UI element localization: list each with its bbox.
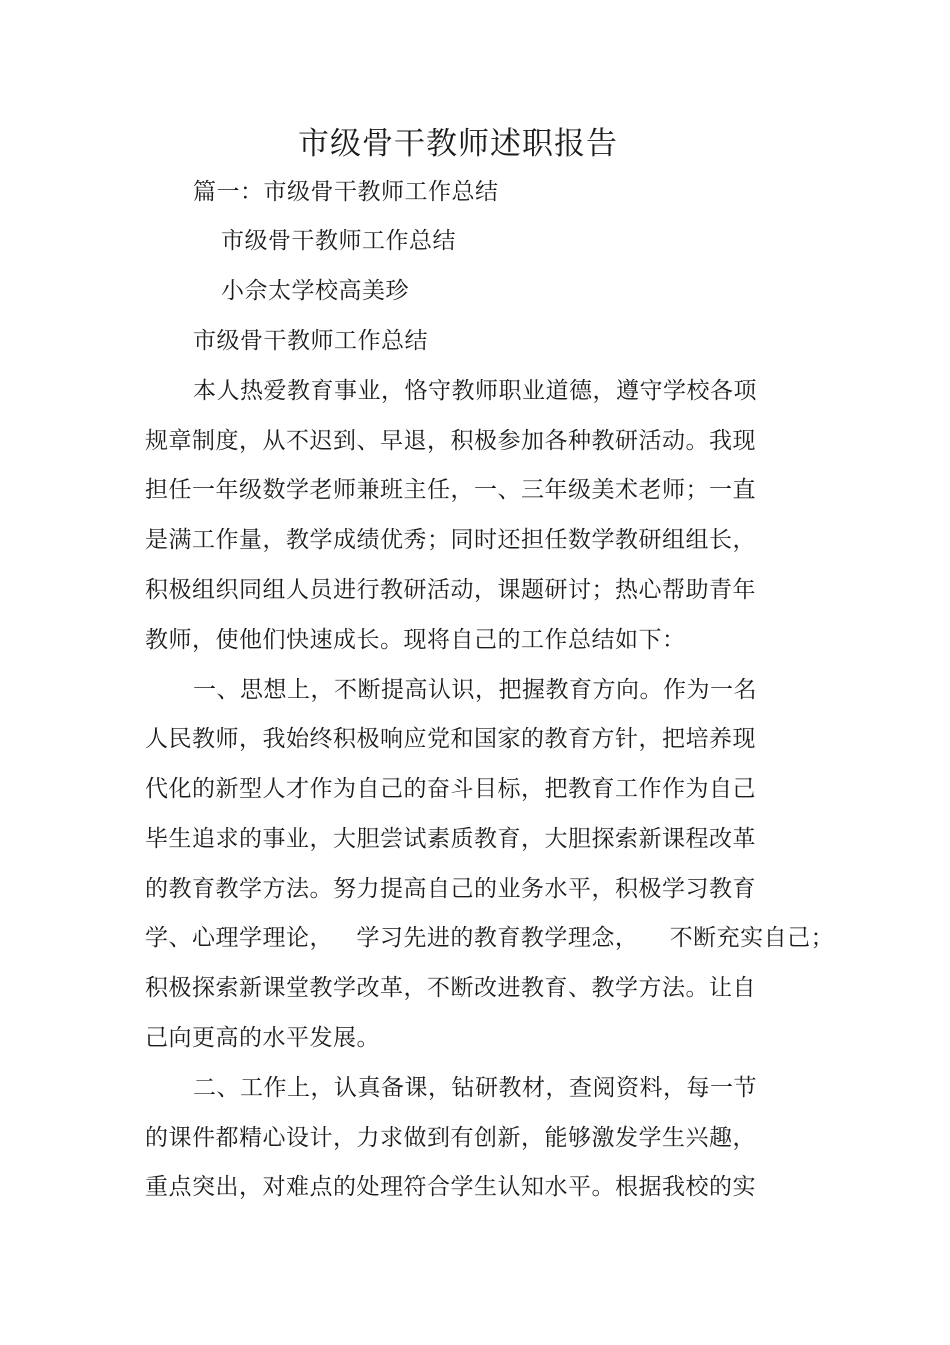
paragraph-line: 己向更高的水平发展。 [145, 1025, 380, 1051]
paragraph-line: 重点突出，对难点的处理符合学生认知水平。根据我校的实 [145, 1174, 756, 1200]
subheading: 市级骨干教师工作总结 [193, 328, 428, 354]
subtitle: 市级骨干教师工作总结 [221, 228, 456, 254]
section-heading: 篇一：市级骨干教师工作总结 [193, 179, 499, 205]
document-title: 市级骨干教师述职报告 [298, 126, 618, 162]
author-line: 小佘太学校高美珍 [221, 278, 409, 304]
paragraph-line: 的课件都精心设计，力求做到有创新，能够激发学生兴趣， [145, 1125, 756, 1151]
paragraph-line: 的教育教学方法。努力提高自己的业务水平，积极学习教育 [145, 876, 756, 902]
paragraph-line: 二、工作上，认真备课，钻研教材，查阅资料，每一节 [193, 1075, 757, 1101]
paragraph-line: 人民教师，我始终积极响应党和国家的教育方针，把培养现 [145, 726, 756, 752]
paragraph-line: 毕生追求的事业，大胆尝试素质教育，大胆探索新课程改革 [145, 826, 756, 852]
paragraph-line: 规章制度，从不迟到、早退，积极参加各种教研活动。我现 [145, 428, 756, 454]
paragraph-line: 一、思想上，不断提高认识，把握教育方向。作为一名 [193, 677, 757, 703]
paragraph-line: 积极组织同组人员进行教研活动，课题研讨；热心帮助青年 [145, 577, 756, 603]
paragraph-line: 是满工作量，教学成绩优秀；同时还担任数学教研组组长， [145, 527, 756, 553]
paragraph-line: 积极探索新课堂教学改革，不断改进教育、教学方法。让自 [145, 975, 756, 1001]
paragraph-line: 代化的新型人才作为自己的奋斗目标，把教育工作作为自己 [145, 776, 756, 802]
paragraph-line: 本人热爱教育事业，恪守教师职业道德，遵守学校各项 [193, 378, 757, 404]
paragraph-line: 学、心理学理论， 学习先进的教育教学理念， 不断充实自己； [145, 925, 835, 951]
paragraph-line: 教师，使他们快速成长。现将自己的工作总结如下： [145, 627, 686, 653]
paragraph-line: 担任一年级数学老师兼班主任，一、三年级美术老师；一直 [145, 477, 756, 503]
